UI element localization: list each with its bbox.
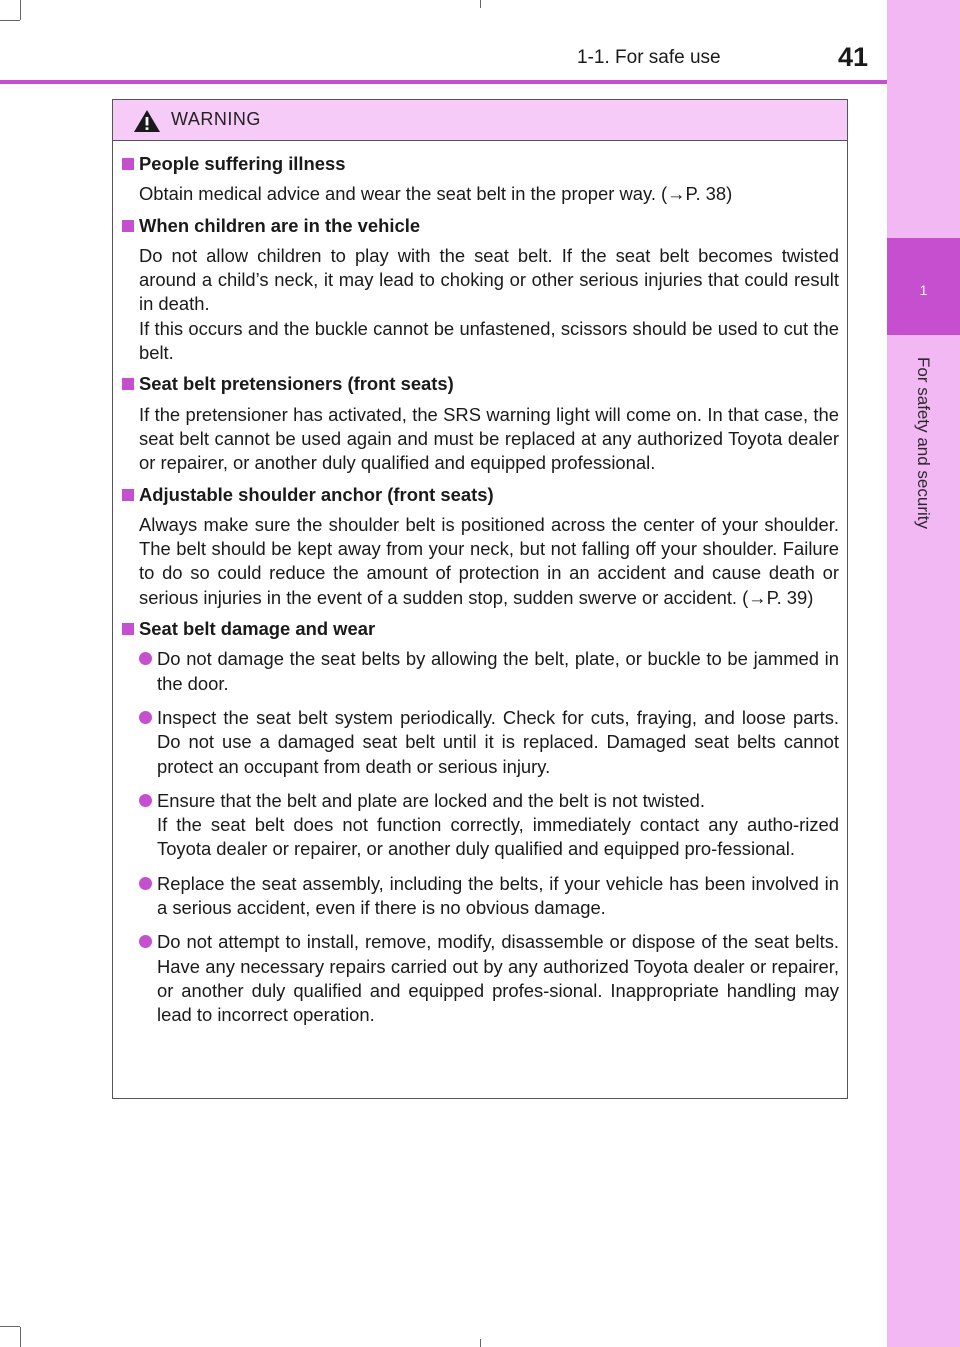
paragraph: Always make sure the shoulder belt is positioned across the center of your shoulder. The belt should be kept away from your neck, but not falling off your shoulder. Failure to do so could reduce the amount of protection in an accident and cause death or serious injuries in the event of a sudden stop, sudden swerve or accident. (→P. 39) — [139, 513, 839, 608]
chapter-number: 1 — [919, 282, 928, 298]
round-bullet-icon — [139, 652, 152, 665]
paragraph: Obtain medical advice and wear the seat belt in the proper way. (→P. 38) — [139, 183, 733, 205]
section-illness — [121, 152, 839, 207]
square-bullet-icon — [122, 623, 134, 635]
list-item-text: If the seat belt does not function correctly, immediately contact any autho-rized Toyota dealer or repairer, or another duly qualified and equipped pro-fessional. — [157, 814, 839, 860]
square-bullet-icon — [122, 378, 134, 390]
section-title-damage-wear: Seat belt damage and wear — [139, 618, 376, 640]
section-children — [121, 214, 839, 366]
bullet-list — [139, 647, 839, 1027]
list-item — [139, 706, 839, 779]
page-number: 41 — [838, 42, 869, 72]
warning-title: WARNING — [171, 109, 261, 129]
round-bullet-icon — [139, 711, 152, 724]
warning-box — [112, 99, 848, 1099]
round-bullet-icon — [139, 794, 152, 807]
section-pretensioners — [121, 372, 839, 475]
list-item-text: Do not damage the seat belts by allowing the belt, plate, or buckle to be jammed in the door. — [157, 648, 839, 694]
warning-header — [113, 100, 847, 141]
round-bullet-icon — [139, 935, 152, 948]
list-item — [139, 647, 839, 696]
header-rule — [0, 80, 887, 84]
paragraph: If the pretensioner has activated, the SRS warning light will come on. In that case, the seat belt cannot be used again and must be replaced at any authorized Toyota dealer or repairer, or another duly qualified and equipped professional. — [139, 403, 839, 474]
section-damage-wear — [121, 617, 839, 1027]
square-bullet-icon — [122, 220, 134, 232]
list-item-text: Do not attempt to install, remove, modify, disassemble or dispose of the seat belts. Have any necessary repairs carried out by any authorized Toyota dealer or repairer, or another duly qualified and equipped profes-sional. Inappropriate handling may lead to incorrect operation. — [157, 931, 839, 1026]
section-shoulder-anchor — [121, 483, 839, 610]
section-title-children: When children are in the vehicle — [139, 214, 421, 236]
section-title-shoulder-anchor: Adjustable shoulder anchor (front seats) — [139, 483, 494, 505]
section-title-illness: People suffering illness — [139, 153, 346, 174]
square-bullet-icon — [122, 489, 134, 501]
section-title-pretensioners: Seat belt pretensioners (front seats) — [139, 373, 454, 395]
warning-triangle-icon — [133, 109, 161, 133]
square-bullet-icon — [122, 158, 134, 170]
chapter-sidebar — [887, 0, 960, 1347]
paragraph: Do not allow children to play with the seat belt. If the seat belt becomes twisted around a child’s neck, it may lead to choking or other serious injuries that could result in death. — [139, 244, 839, 315]
chapter-label: For safety and security — [914, 357, 933, 529]
list-item-text: Inspect the seat belt system periodically. Check for cuts, fraying, and loose parts. Do not use a damaged seat belt until it is replaced. Damaged seat belts cannot protect an occupant from death or serious injury. — [157, 706, 839, 777]
section-title: 1-1. For safe use — [577, 47, 721, 68]
list-item-text: Ensure that the belt and plate are locked and the belt is not twisted. — [157, 789, 705, 811]
round-bullet-icon — [139, 877, 152, 890]
list-item-text: Replace the seat assembly, including the belts, if your vehicle has been involved in a serious accident, even if there is no obvious damage. — [157, 872, 839, 919]
paragraph: If this occurs and the buckle cannot be unfastened, scissors should be used to cut the belt. — [139, 317, 839, 364]
warning-content — [121, 152, 839, 1038]
list-item — [139, 872, 839, 921]
list-item — [139, 789, 839, 862]
list-item — [139, 930, 839, 1027]
